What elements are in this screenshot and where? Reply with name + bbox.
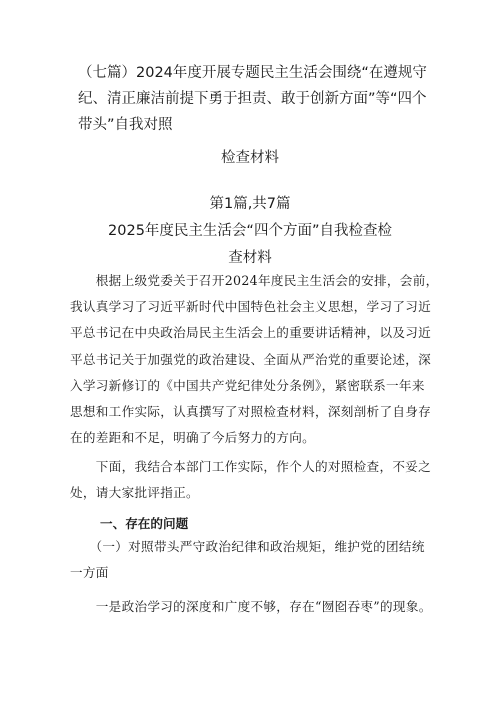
paragraph-line: 在的差距和不足，明确了今后努力的方向。 [70,430,315,446]
paragraph-line: 平总书记关于加强党的政治建设、全面从严治党的重要论述，深 [70,351,432,367]
title-line: （七篇）2024年度开展专题民主生活会围绕“在遵规守 [78,65,427,81]
part-label: 第1篇,共7篇 [209,196,291,212]
paragraph-line: 思想和工作实际，认真撰写了对照检查材料，深刻剖析了自身存 [70,404,432,420]
paragraph-line: 我认真学习了习近平新时代中国特色社会主义思想，学习了习近 [70,299,432,315]
paragraph-line: （一）对照带头严守政治纪律和政治规矩，维护党的团结统 [70,539,425,554]
sub-title-line: 2025年度民主生活会“四个方面”自我检查检 [108,223,392,239]
subsection-heading [70,534,442,586]
paragraph-line: 处，请大家批评指正。 [70,485,199,501]
title-line: 纪、清正廉洁前提下勇于担责、敢于创新方面”等“四个 [78,91,427,107]
point-paragraph [70,594,442,620]
title-line: 带头”自我对照 [78,117,173,133]
second-paragraph [70,454,442,506]
paragraph-line: 下面，我结合本部门工作实际，作个人的对照检查，不妥之 [70,459,432,474]
section-heading: 一、存在的问题 [100,516,189,531]
paragraph-line: 根据上级党委关于召开2024年度民主生活会的安排，会前， [70,273,439,288]
sub-title-line: 查材料 [228,250,272,266]
paragraph-line: 一是政治学习的深度和广度不够，存在“囫囵吞枣”的现象。 [70,599,432,614]
paragraph-line: 一方面 [70,565,109,581]
title-tail: 检查材料 [221,150,279,166]
document-title [78,60,448,138]
intro-paragraph [70,268,442,451]
paragraph-line: 入学习新修订的《中国共产党纪律处分条例》，紧密联系一年来 [70,377,425,393]
paragraph-line: 平总书记在中央政治局民主生活会上的重要讲话精神，以及习近 [70,325,432,341]
